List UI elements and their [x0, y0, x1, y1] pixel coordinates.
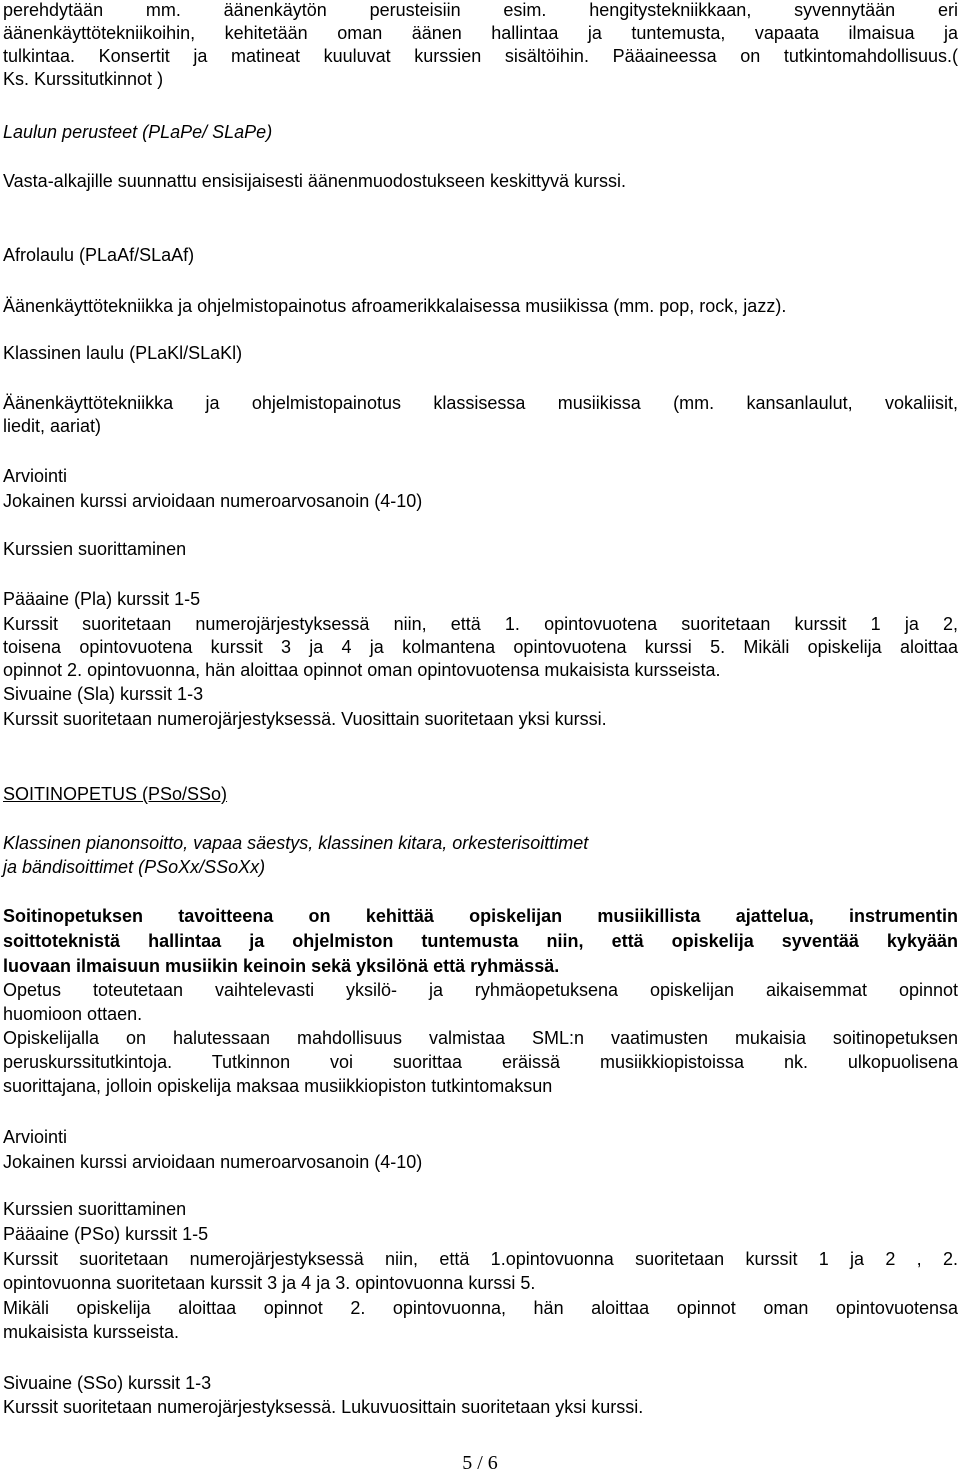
suoritus1-line-2: toisena opintovuotena kurssit 3 ja 4 ja kolmantena opintovuotena kurssi 5. Mikäli opiskelija aloittaa — [3, 637, 958, 657]
sml-line-3: suorittajana, jolloin opiskelija maksaa musiikkiopiston tutkintomaksun — [3, 1076, 553, 1096]
soitinopetus-heading: SOITINOPETUS (PSo/SSo) — [3, 784, 228, 804]
arviointi-heading-2: Arviointi — [3, 1127, 68, 1147]
soitinopetus-goal-line-2: soittoteknistä hallintaa ja ohjelmiston tuntemusta niin, että opiskelija syventää kykyään — [3, 931, 958, 951]
sml-line-1: Opiskelijalla on halutessaan mahdollisuus valmistaa SML:n vaatimusten mukaisia soitinopetuksen — [3, 1028, 958, 1048]
kurssien-suorittaminen-heading-2: Kurssien suorittaminen — [3, 1199, 187, 1219]
afrolaulu-text: Äänenkäyttötekniikka ja ohjelmistopainotus afroamerikkalaisessa musiikissa (mm. pop, rock, jazz). — [3, 296, 787, 316]
soitinopetus-subheading-1: Klassinen pianonsoitto, vapaa säestys, klassinen kitara, orkesterisoittimet — [3, 833, 589, 853]
sivuaine-sso: Sivuaine (SSo) kurssit 1-3 — [3, 1373, 212, 1393]
arviointi-text-2: Jokainen kurssi arvioidaan numeroarvosanoin (4-10) — [3, 1152, 423, 1172]
klassinen-laulu-heading: Klassinen laulu (PLaKl/SLaKl) — [3, 343, 243, 363]
suoritus2-line-3: Mikäli opiskelija aloittaa opinnot 2. opintovuonna, hän aloittaa opinnot oman opintovuotensa — [3, 1298, 958, 1318]
arviointi-heading-1: Arviointi — [3, 466, 68, 486]
kurssien-suorittaminen-heading-1: Kurssien suorittaminen — [3, 539, 187, 559]
intro-line-4: Ks. Kurssitutkinnot ) — [3, 69, 164, 89]
opetus-line-2: huomioon ottaen. — [3, 1004, 143, 1024]
laulun-perusteet-heading: Laulun perusteet (PLaPe/ SLaPe) — [3, 122, 273, 142]
laulun-perusteet-text: Vasta-alkajille suunnattu ensisijaisesti äänenmuodostukseen keskittyvä kurssi. — [3, 171, 626, 191]
suoritus1-line-3: opinnot 2. opintovuonna, hän aloittaa opinnot oman opintovuotensa mukaisista kursseista. — [3, 660, 721, 680]
klassinen-laulu-line-1: Äänenkäyttötekniikka ja ohjelmistopainotus klassisessa musiikissa (mm. kansanlaulut, vokaliisit, — [3, 393, 958, 413]
afrolaulu-heading: Afrolaulu (PLaAf/SLaAf) — [3, 245, 195, 265]
intro-line-2: äänenkäyttötekniikoihin, kehitetään oman äänen hallintaa ja tuntemusta, vapaata ilmaisua ja — [3, 23, 958, 43]
intro-line-1: perehdytään mm. äänenkäytön perusteisiin esim. hengitystekniikkaan, syvennytään eri — [3, 0, 958, 20]
paaaine-pso: Pääaine (PSo) kurssit 1-5 — [3, 1224, 209, 1244]
arviointi-text-1: Jokainen kurssi arvioidaan numeroarvosanoin (4-10) — [3, 491, 423, 511]
sivuaine-sla-text: Kurssit suoritetaan numerojärjestyksessä. Vuosittain suoritetaan yksi kurssi. — [3, 709, 607, 729]
suoritus2-line-4: mukaisista kursseista. — [3, 1322, 180, 1342]
intro-line-3: tulkintaa. Konsertit ja matineat kuuluvat kurssien sisältöihin. Pääaineessa on tutkintomahdollisuus.( — [3, 46, 958, 66]
suoritus2-line-1: Kurssit suoritetaan numerojärjestyksessä niin, että 1.opintovuonna suoritetaan kurssit 1 ja 2 , 2. — [3, 1249, 958, 1269]
klassinen-laulu-line-2: liedit, aariat) — [3, 416, 102, 436]
suoritus2-line-2: opintovuonna suoritetaan kurssit 3 ja 4 ja 3. opintovuonna kurssi 5. — [3, 1273, 536, 1293]
page-number: 5 / 6 — [462, 1452, 498, 1474]
sml-line-2: peruskurssitutkintoja. Tutkinnon voi suorittaa eräissä musiikkiopistoissa nk. ulkopuolisena — [3, 1052, 958, 1072]
paaaine-pla: Pääaine (Pla) kurssit 1-5 — [3, 589, 201, 609]
opetus-line-1: Opetus toteutetaan vaihtelevasti yksilö- ja ryhmäopetuksena opiskelijan aikaisemmat opinnot — [3, 980, 958, 1000]
soitinopetus-goal-line-1: Soitinopetuksen tavoitteena on kehittää opiskelijan musiikillista ajattelua, instrumentin — [3, 906, 958, 926]
sivuaine-sla: Sivuaine (Sla) kurssit 1-3 — [3, 684, 204, 704]
soitinopetus-goal-line-3: luovaan ilmaisuun musiikin keinoin sekä yksilönä että ryhmässä. — [3, 956, 560, 976]
soitinopetus-subheading-2: ja bändisoittimet (PSoXx/SSoXx) — [3, 857, 266, 877]
suoritus1-line-1: Kurssit suoritetaan numerojärjestyksessä niin, että 1. opintovuotena suoritetaan kurssit 1 ja 2, — [3, 614, 958, 634]
sivuaine-sso-text: Kurssit suoritetaan numerojärjestyksessä. Lukuvuosittain suoritetaan yksi kurssi. — [3, 1397, 644, 1417]
